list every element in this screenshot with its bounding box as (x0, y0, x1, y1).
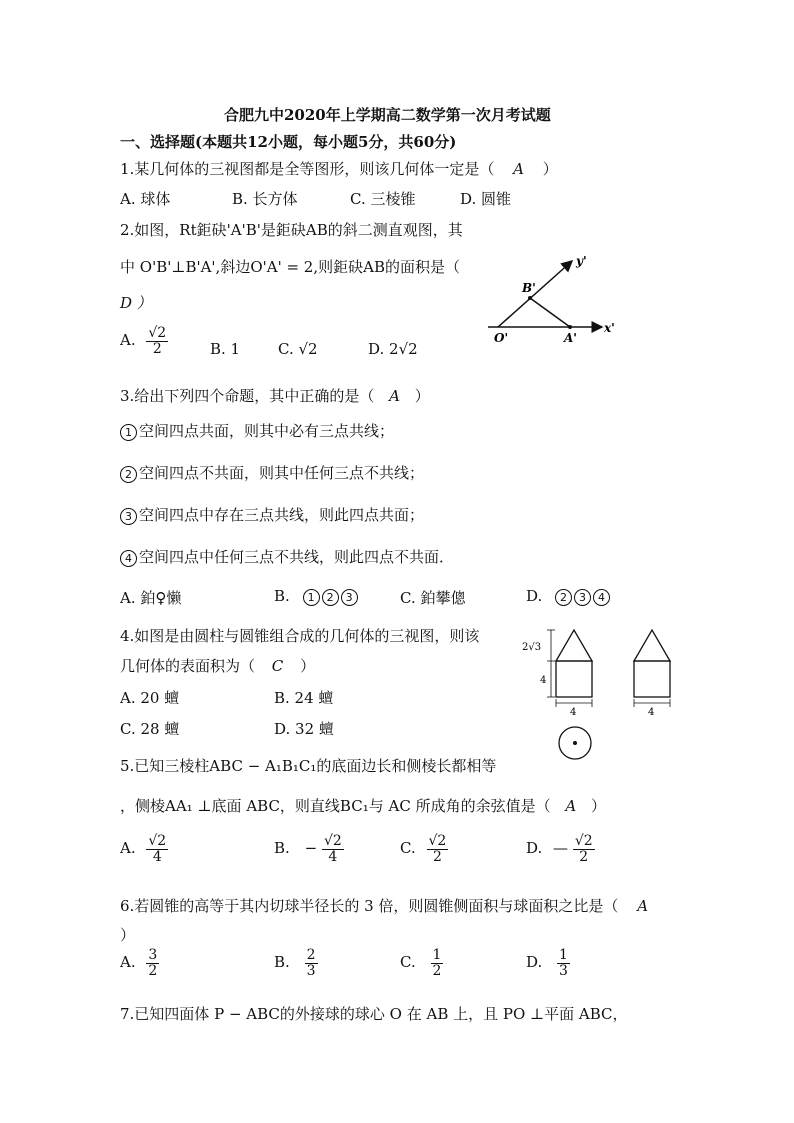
fraction-denominator: 4 (152, 848, 162, 865)
question-3-option-c: C. 鉑攀傯 (400, 589, 466, 607)
circled-number: 3 (120, 508, 137, 525)
question-1-option-c: C. 三棱锥 (350, 190, 416, 208)
proposition-1 (120, 420, 394, 441)
option-label: B. (274, 953, 290, 972)
circled-number: 1 (303, 589, 320, 606)
question-6-option-b (274, 948, 318, 978)
question-6-line-1 (120, 895, 648, 916)
fraction-denominator: 2 (579, 848, 589, 865)
question-1 (120, 158, 558, 179)
question-3-close: ） (414, 387, 430, 405)
question-5-answer: A (565, 797, 577, 815)
fraction-denominator: 3 (306, 962, 316, 979)
label-front-width: 4 (570, 707, 577, 718)
question-4-line-2 (120, 655, 315, 676)
fraction-numerator: √2 (148, 325, 167, 341)
fraction-numerator: √2 (574, 833, 593, 849)
question-4-text: 几何体的表面积为（ (120, 657, 256, 675)
oblique-triangle-figure (484, 250, 624, 350)
circled-number: 2 (120, 466, 137, 483)
page-title: 合肥九中2020年上学期高二数学第一次月考试题 (224, 106, 551, 124)
option-label: B. (274, 587, 290, 605)
option-sign: − (304, 839, 318, 858)
option-fraction (146, 948, 159, 978)
question-3-option-a: A. 鉑♀懒 (120, 589, 182, 607)
triangle-side-ba (530, 298, 570, 327)
label-b: B' (522, 281, 536, 295)
fraction-numerator: √2 (148, 833, 167, 849)
question-5-option-a (120, 834, 168, 864)
fraction-denominator: 2 (432, 962, 442, 979)
option-label: C. (400, 839, 416, 858)
question-7-text: 7.已知四面体 P − ABC的外接球的球心 O 在 AB 上，且 PO ⊥平面 ABC， (120, 1005, 628, 1023)
proposition-text: 空间四点共面，则其中必有三点共线； (139, 422, 395, 440)
question-3-text: 3.给出下列四个命题，其中正确的是（ (120, 387, 375, 405)
question-2-option-d: D. 2√2 (368, 340, 418, 358)
option-fraction (322, 834, 344, 864)
circled-number: 4 (593, 589, 610, 606)
option-label: D. (526, 839, 543, 858)
front-view-cylinder (556, 661, 592, 697)
option-sign: — (553, 839, 569, 858)
proposition-text: 空间四点中任何三点不共线，则此四点不共面． (139, 548, 455, 566)
question-6-line-2: ） (120, 926, 136, 944)
option-fraction (431, 948, 444, 978)
option-label: A. (120, 839, 136, 858)
question-5-option-d (526, 834, 595, 864)
proposition-3 (120, 504, 424, 525)
side-view-cylinder (634, 661, 670, 697)
option-label: B. (274, 839, 290, 858)
option-fraction (427, 834, 449, 864)
option-label: D. (526, 587, 543, 605)
proposition-4 (120, 546, 454, 567)
question-3-option-b (274, 587, 360, 606)
option-fraction (557, 948, 570, 978)
label-cylinder-height: 4 (540, 675, 547, 686)
question-1-answer: A (513, 160, 524, 178)
label-y: y' (576, 254, 587, 268)
fraction-denominator: 2 (148, 962, 158, 979)
point-a (568, 325, 572, 329)
label-side-width: 4 (648, 707, 655, 718)
question-2-line-2: 中 O'B'⊥B'A',斜边O'A' = 2,则鉅砄AB的面积是（ (120, 258, 460, 276)
fraction-numerator: √2 (428, 833, 447, 849)
question-2-option-b: B. 1 (210, 340, 241, 358)
option-label: D. (526, 953, 543, 972)
question-6-option-c (400, 948, 443, 978)
fraction-numerator: 1 (559, 947, 568, 963)
question-1-option-d: D. 圆锥 (460, 190, 512, 208)
circled-number: 3 (574, 589, 591, 606)
side-view-cone (634, 630, 670, 661)
circled-number: 4 (120, 550, 137, 567)
question-2-option-c: C. √2 (278, 340, 318, 358)
question-4-line-1: 4.如图是由圆柱与圆锥组合成的几何体的三视图，则该 (120, 627, 480, 645)
question-4-answer: C (271, 657, 284, 675)
label-a: A' (564, 331, 577, 345)
question-2-line-3: D ） (120, 294, 152, 312)
fraction-denominator: 4 (328, 848, 338, 865)
option-label: C. (400, 953, 416, 972)
question-4-option-a: A. 20 蟺 (120, 689, 180, 707)
question-1-option-a: A. 球体 (120, 190, 171, 208)
option-fraction (146, 834, 168, 864)
question-5-line-2 (120, 795, 606, 816)
fraction-denominator: 3 (559, 962, 568, 979)
option-fraction (573, 834, 595, 864)
section-heading: 一、选择题(本题共12小题，每小题5分，共60分) (120, 133, 457, 151)
question-2-option-a-fraction (146, 326, 168, 356)
question-6-text: 6.若圆锥的高等于其内切球半径长的 3 倍，则圆锥侧面积与球面积之比是（ (120, 897, 619, 915)
option-label: A. (120, 953, 136, 972)
circled-number: 1 (120, 424, 137, 441)
question-5-option-b (274, 834, 344, 864)
question-4-option-c: C. 28 蟺 (120, 720, 180, 738)
circled-number: 2 (322, 589, 339, 606)
question-6-answer: A (637, 897, 649, 915)
label-o: O' (494, 331, 509, 345)
fraction-denominator: 2 (432, 848, 442, 865)
fraction-numerator: 1 (432, 947, 442, 963)
question-5-close: ） (590, 797, 606, 815)
fraction-numerator: 3 (148, 947, 158, 963)
question-2-line-1: 2.如图，Rt鉅砄'A'B'是鉅砄AB的斜二测直观图，其 (120, 221, 463, 239)
question-4-option-b: B. 24 蟺 (274, 689, 334, 707)
fraction-numerator: √2 (323, 833, 342, 849)
question-6-option-a (120, 948, 159, 978)
question-1-option-b: B. 长方体 (232, 190, 298, 208)
front-view-cone (556, 630, 592, 661)
question-5-line-1: 5.已知三棱柱ABC − A₁B₁C₁的底面边长和侧棱长都相等 (120, 757, 497, 775)
question-1-close: ） (542, 160, 558, 178)
label-x: x' (604, 321, 615, 335)
question-3 (120, 385, 430, 406)
circled-number: 2 (555, 589, 572, 606)
proposition-text: 空间四点不共面，则其中任何三点不共线； (139, 464, 425, 482)
proposition-2 (120, 462, 424, 483)
question-1-text: 1.某几何体的三视图都是全等图形，则该几何体一定是（ (120, 160, 495, 178)
three-view-figure (518, 624, 688, 764)
fraction-denominator: 2 (152, 340, 162, 357)
point-b (528, 296, 532, 300)
question-3-answer: A (389, 387, 400, 405)
question-4-option-d: D. 32 蟺 (274, 720, 334, 738)
question-2-option-a (120, 326, 168, 356)
question-2-option-a-label: A. (120, 331, 136, 350)
question-5-text: ，侧棱AA₁ ⊥底面 ABC，则直线BC₁与 AC 所成角的余弦值是（ (120, 797, 551, 815)
proposition-text: 空间四点中存在三点共线，则此四点共面； (139, 506, 425, 524)
option-fraction (305, 948, 318, 978)
question-4-close: ） (300, 657, 316, 675)
question-6-option-d (526, 948, 570, 978)
label-cone-height: 2√3 (522, 642, 542, 653)
fraction-numerator: 2 (306, 947, 316, 963)
question-5-option-c (400, 834, 448, 864)
top-view-center (573, 741, 577, 745)
question-3-option-d (526, 587, 612, 606)
circled-number: 3 (341, 589, 358, 606)
